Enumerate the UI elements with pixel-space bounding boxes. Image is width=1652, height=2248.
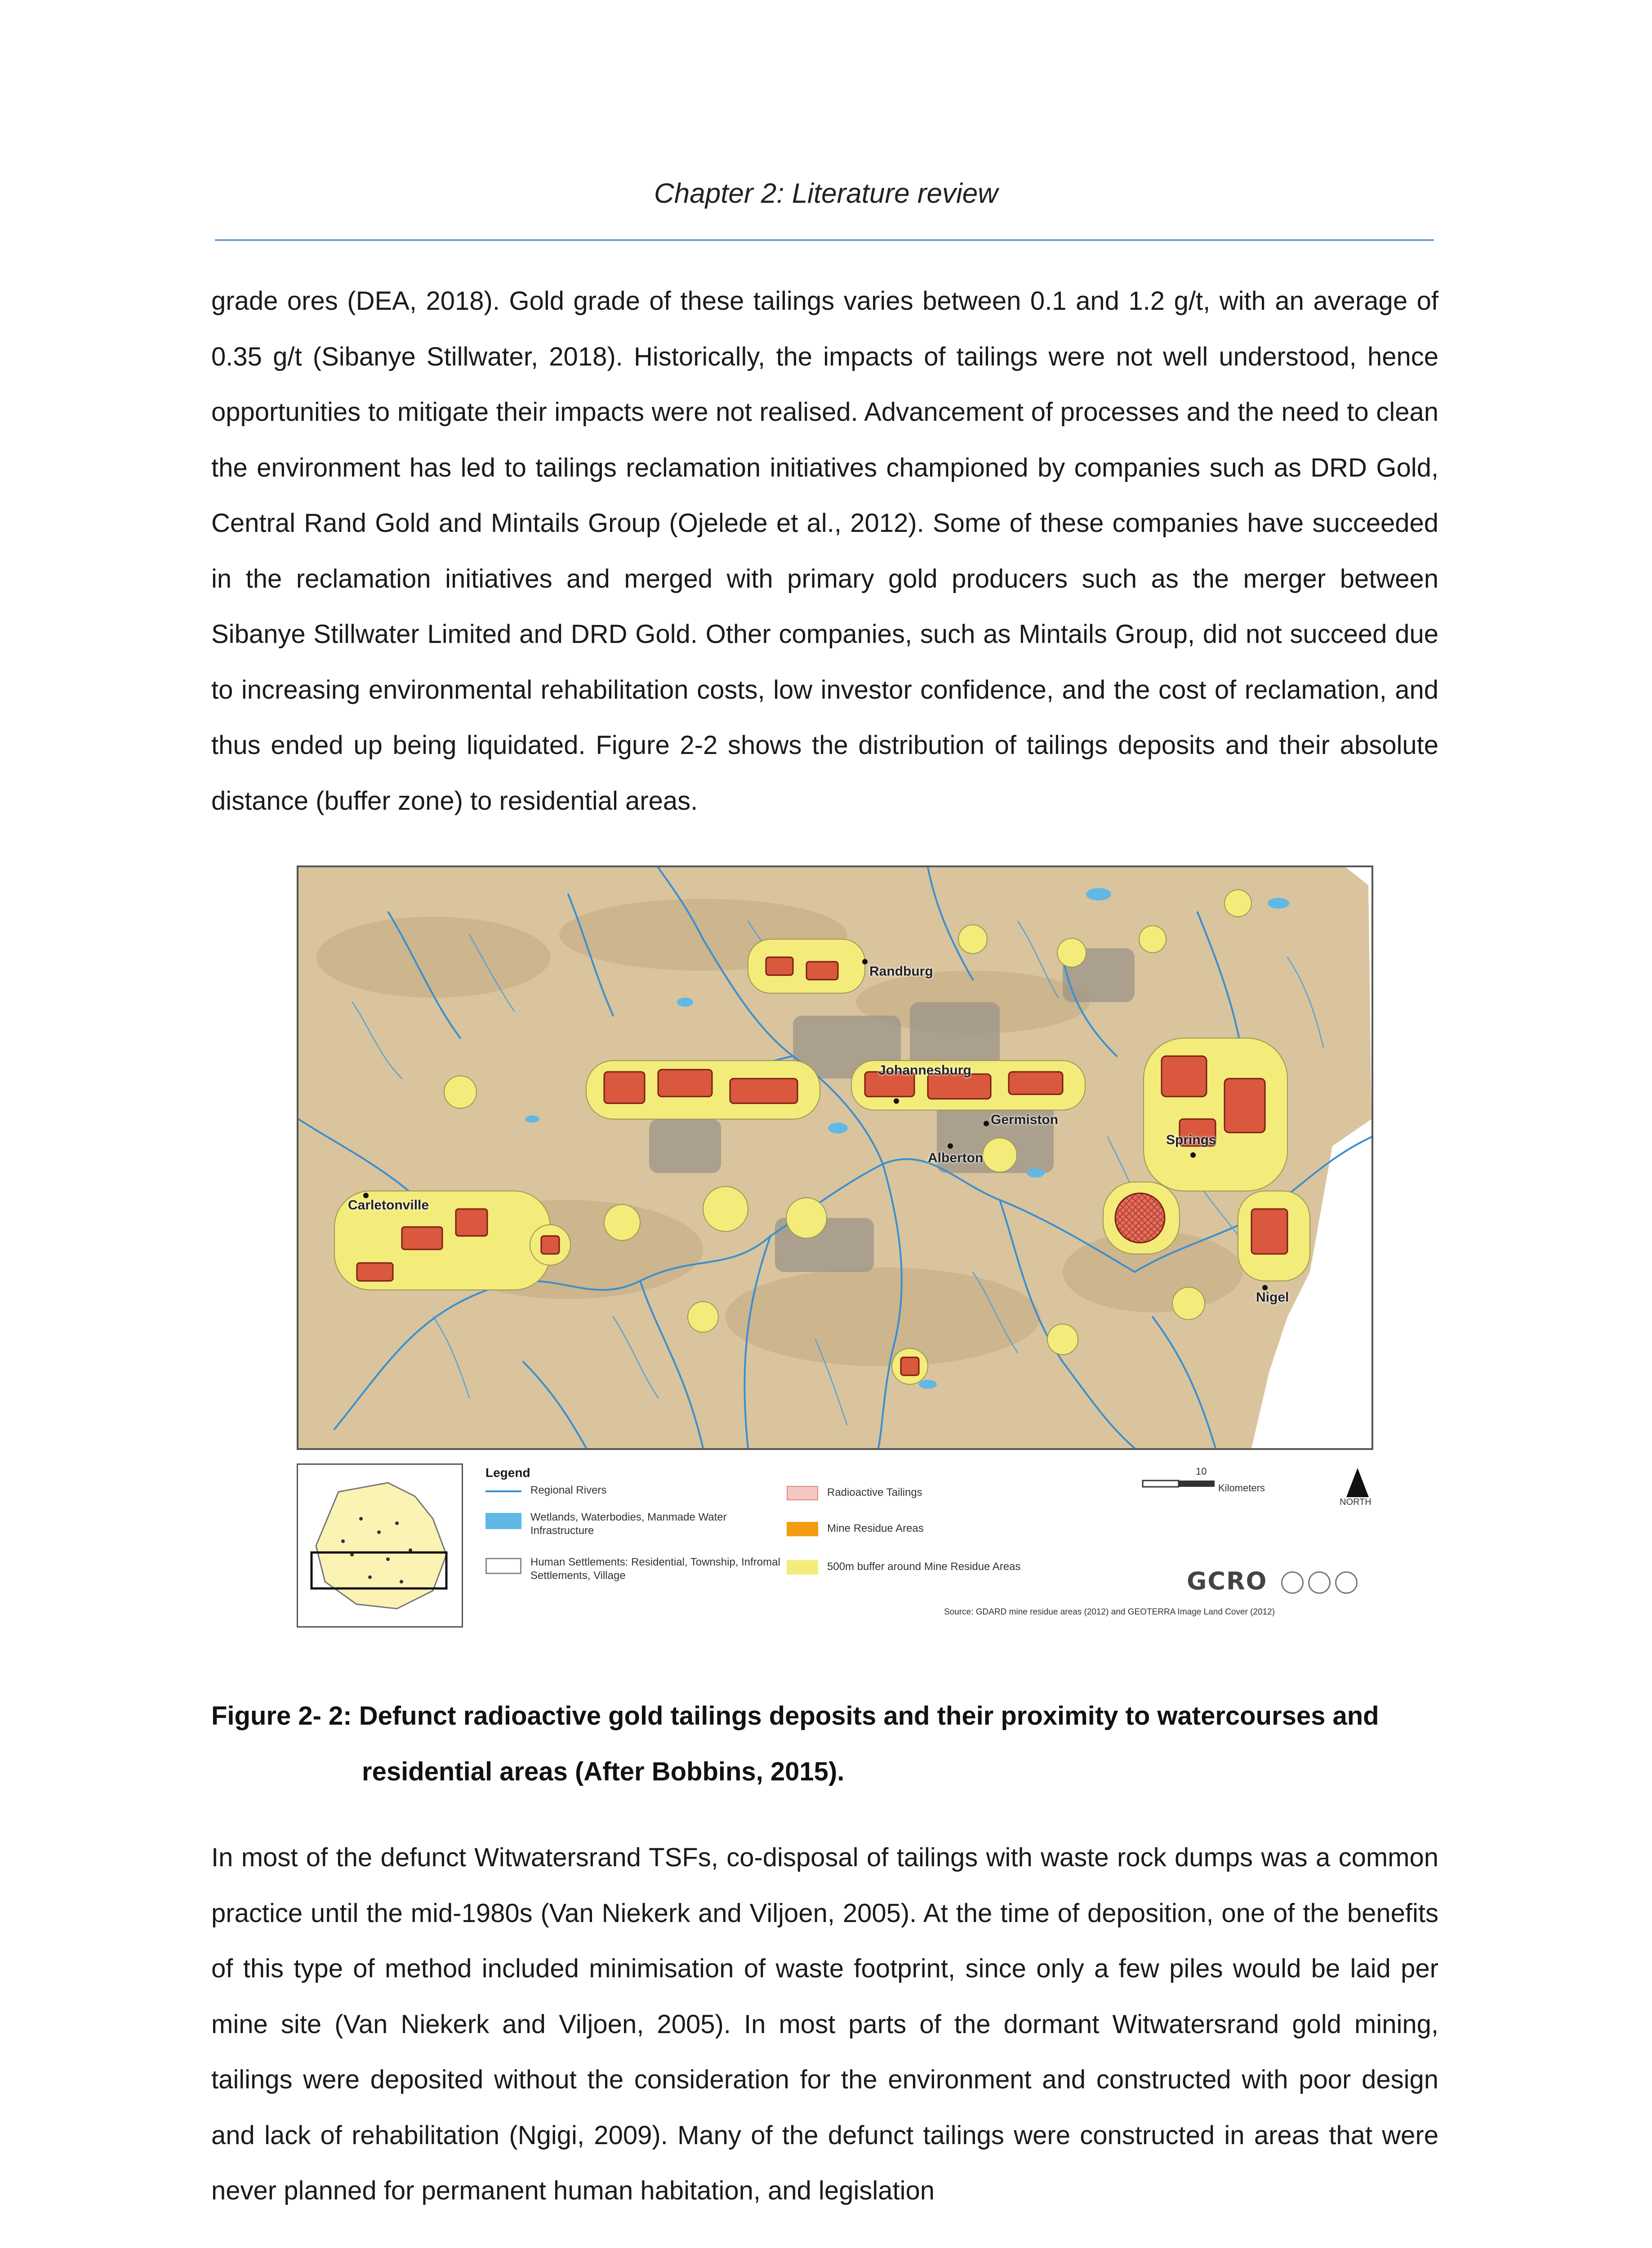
gcro-logo: GCRO [1187, 1567, 1268, 1595]
scale-bar [1142, 1477, 1223, 1493]
map-source: Source: GDARD mine residue areas (2012) and GEOTERRA Image Land Cover (2012) [944, 1607, 1275, 1617]
header-divider [215, 239, 1434, 241]
emblem-icon [1281, 1571, 1304, 1594]
legend-wetlands: Wetlands, Waterbodies, Manmade Water Infrastructure [530, 1511, 727, 1537]
north-label: NORTH [1340, 1497, 1371, 1507]
legend-buffer: 500m buffer around Mine Residue Areas [827, 1561, 1021, 1573]
paragraph-text: In most of the defunct Witwatersrand TSFs, co-disposal of tailings with waste rock dumps was a common practice until the mid-1980s (Van Niekerk and Viljoen, 2005). At the time of deposition, one of the benefits of this type of method included minimisation of waste footprint, since only a few piles would be laid per mine site (Van Niekerk and Viljoen, 2005). In most parts of the dormant Witwatersrand gold mining, tailings were deposited without the consideration for the environment and constructed with poor design and lack of rehabilitation (Ngigi, 2009). Many of the defunct tailings were constructed in areas that were never planned for permanent human habitation, and legislation [211, 1843, 1438, 2205]
legend-radioactive: Radioactive Tailings [827, 1486, 922, 1499]
city-label-springs: Springs [1166, 1133, 1216, 1147]
city-label-randburg: Randburg [869, 964, 933, 979]
scale-value: 10 [1196, 1466, 1207, 1477]
emblem-icon [1308, 1571, 1331, 1594]
chapter-header: Chapter 2: Literature review [654, 178, 998, 209]
wetlands-swatch [485, 1513, 521, 1529]
settlements-swatch [485, 1558, 521, 1574]
figure-caption [211, 1688, 1379, 1799]
emblem-icon [1335, 1571, 1358, 1594]
scale-unit: Kilometers [1218, 1482, 1265, 1494]
city-label-germiston: Germiston [991, 1112, 1059, 1127]
paragraph-text: grade ores (DEA, 2018). Gold grade of these tailings varies between 0.1 and 1.2 g/t, with an average of 0.35 g/t (Sibanye Stillwater, 2018). Historically, the impacts of tailings were not well understood, hence opportunities to mitigate their impacts were not realised. Advancement of processes and the need to clean the environment has led to tailings reclamation initiatives championed by companies such as DRD Gold, Central Rand Gold and Mintails Group (Ojelede et al., 2012). Some of these companies have succeeded in the reclamation initiatives and merged with primary gold producers such as the merger between Sibanye Stillwater Limited and DRD Gold. Other companies, such as Mintails Group, did not succeed due to increasing environmental rehabilitation costs, low investor confidence, and the cost of reclamation, and thus ended up being liquidated. Figure 2-2 shows the distribution of tailings deposits and their absolute distance (buffer zone) to residential areas. [211, 286, 1438, 816]
body-paragraph-1 [211, 273, 1438, 829]
city-label-carletonville: Carletonville [348, 1198, 429, 1213]
legend-title: Legend [485, 1466, 530, 1480]
city-label-nigel: Nigel [1256, 1290, 1289, 1305]
north-arrow-icon [1344, 1466, 1371, 1502]
radioactive-swatch [787, 1486, 818, 1500]
residue-swatch [787, 1522, 818, 1536]
caption-line-2: residential areas (After Bobbins, 2015). [362, 1757, 845, 1786]
locator-inset-map [297, 1463, 463, 1628]
figure-map [297, 865, 1373, 1630]
rivers-swatch [485, 1490, 521, 1492]
buffer-swatch [787, 1560, 818, 1574]
city-label-alberton: Alberton [928, 1151, 984, 1165]
legend-settlements: Human Settlements: Residential, Township, Infromal Settlements, Village [530, 1556, 780, 1582]
caption-line-1: Figure 2- 2: Defunct radioactive gold tailings deposits and their proximity to watercourses and [211, 1701, 1379, 1731]
body-paragraph-2 [211, 1830, 1438, 2219]
legend-rivers: Regional Rivers [530, 1484, 607, 1496]
map-legend [297, 1463, 1373, 1630]
city-label-johannesburg: Johannesburg [878, 1063, 971, 1078]
map-image [297, 865, 1373, 1450]
legend-residue: Mine Residue Areas [827, 1522, 924, 1534]
